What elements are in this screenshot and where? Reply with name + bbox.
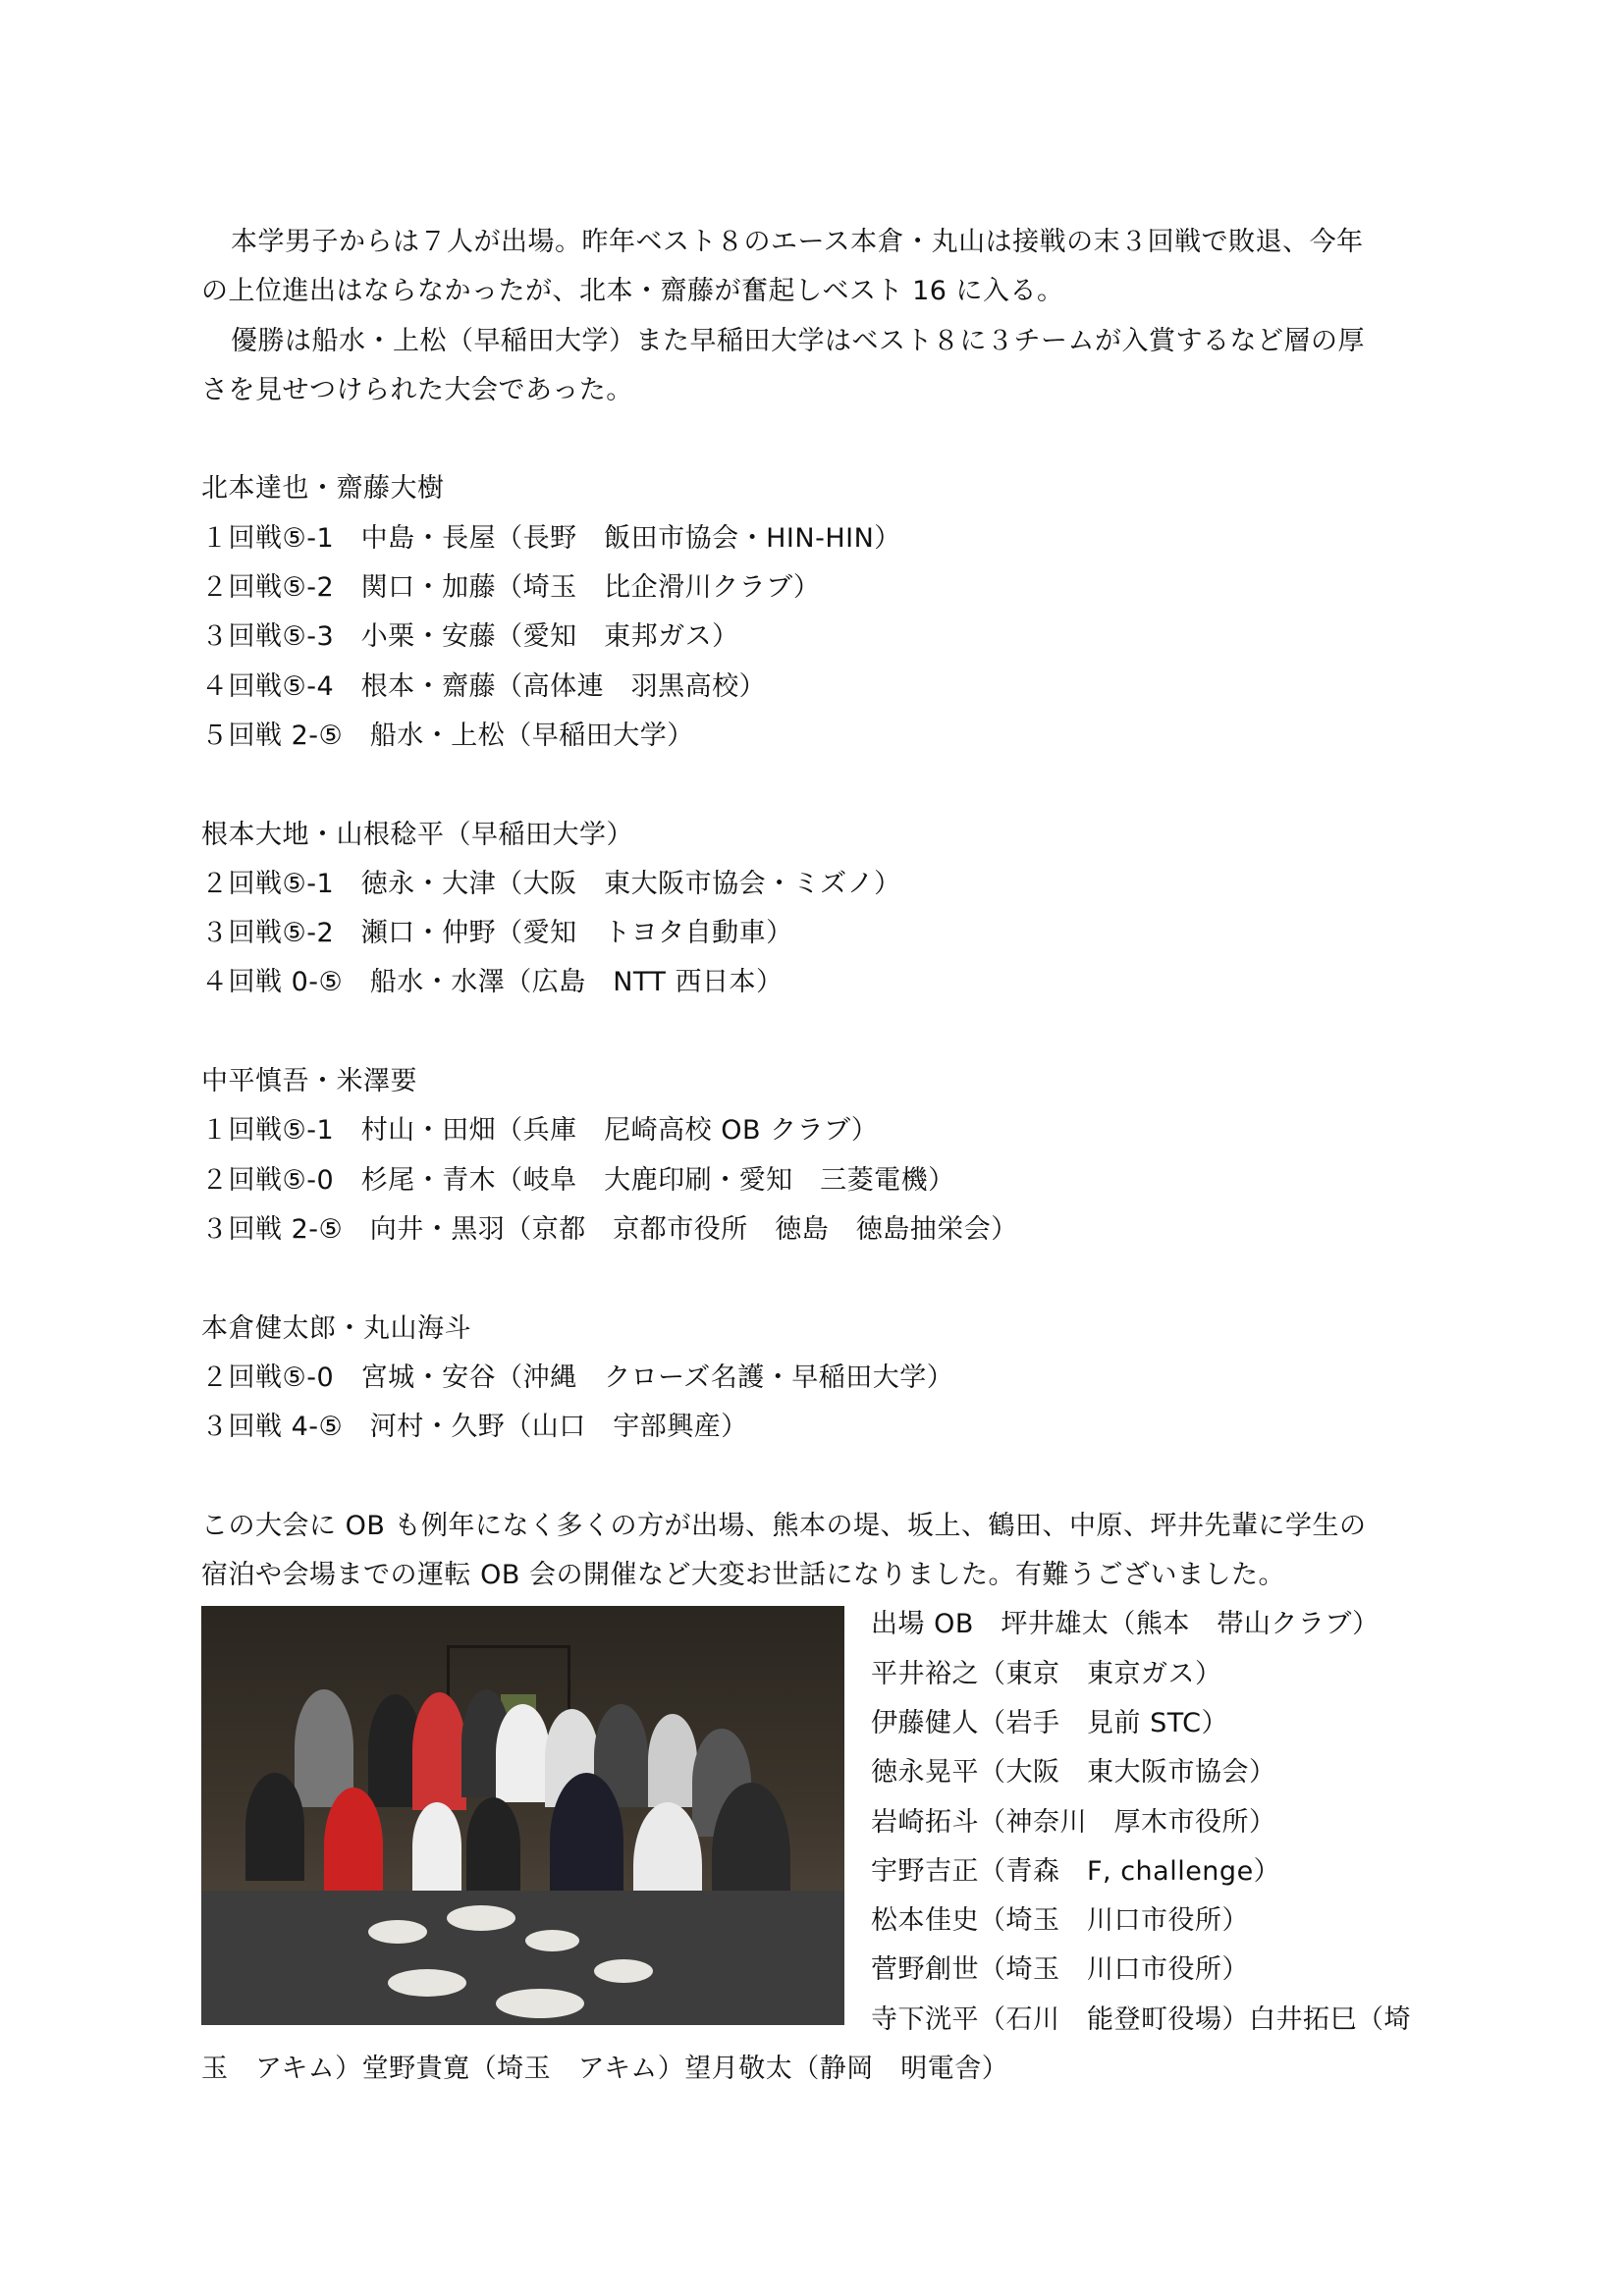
intro-paragraph-line: の上位進出はならなかったが、北本・齋藤が奮起しベスト 16 に入る。	[201, 276, 1064, 307]
match-result: ４回戦⑤-4 根本・齋藤（高体連 羽黒高校）	[201, 670, 767, 702]
ob-list-item: 松本佳史（埼玉 川口市役所）	[871, 1905, 1249, 1937]
ob-list-item: 宇野吉正（青森 F, challenge）	[871, 1855, 1281, 1887]
match-result: ３回戦⑤-3 小栗・安藤（愛知 東邦ガス）	[201, 621, 739, 653]
ob-note-line: この大会に OB も例年になく多くの方が出場、熊本の堤、坂上、鶴田、中原、坪井先輩に学生の	[201, 1510, 1367, 1541]
photo-and-ob-list	[201, 1600, 1443, 2045]
team-name: 本倉健太郎・丸山海斗	[201, 1312, 471, 1344]
match-result: ２回戦⑤-2 関口・加藤（埼玉 比企滑川クラブ）	[201, 572, 821, 604]
match-result: ２回戦⑤-1 徳永・大津（大阪 東大阪市協会・ミズノ）	[201, 868, 901, 899]
match-result: ２回戦⑤-0 杉尾・青木（岐阜 大鹿印刷・愛知 三菱電機）	[201, 1164, 955, 1196]
team-name: 根本大地・山根稔平（早稲田大学）	[201, 819, 633, 850]
ob-list-item: 岩崎拓斗（神奈川 厚木市役所）	[871, 1806, 1276, 1838]
match-result: ４回戦 0-⑤ 船水・水澤（広島 NTT 西日本）	[201, 967, 784, 998]
match-result: １回戦⑤-1 中島・長屋（長野 飯田市協会・HIN-HIN）	[201, 522, 901, 554]
ob-list-item: 徳永晃平（大阪 東大阪市協会）	[871, 1757, 1276, 1789]
ob-list-tail: 玉 アキム）堂野貴寛（埼玉 アキム）望月敬太（静岡 明電舎）	[201, 2053, 1009, 2084]
ob-list-item: 伊藤健人（岩手 見前 STC）	[871, 1707, 1228, 1738]
intro-paragraph-line: 優勝は船水・上松（早稲田大学）また早稲田大学はベスト８に３チームが入賞するなど層の厚	[231, 325, 1365, 356]
ob-list-item: 菅野創世（埼玉 川口市役所）	[871, 1954, 1249, 1986]
ob-list-item: 寺下洸平（石川 能登町役場）白井拓巳（埼	[871, 2003, 1411, 2035]
ob-participant-list	[871, 1600, 1443, 2045]
intro-paragraph-line: 本学男子からは７人が出場。昨年ベスト８のエース本倉・丸山は接戦の末３回戦で敗退、今年	[231, 227, 1364, 257]
team-name: 北本達也・齋藤大樹	[201, 473, 445, 505]
match-result: ３回戦 4-⑤ 河村・久野（山口 宇部興産）	[201, 1412, 748, 1443]
group-photo	[201, 1606, 844, 2025]
match-result: １回戦⑤-1 村山・田畑（兵庫 尼崎高校 OB クラブ）	[201, 1115, 879, 1147]
match-result: ３回戦 2-⑤ 向井・黒羽（京都 京都市役所 徳島 徳島抽栄会）	[201, 1213, 1018, 1245]
ob-list-item: 平井裕之（東京 東京ガス）	[871, 1658, 1222, 1689]
intro-paragraph-line: さを見せつけられた大会であった。	[201, 374, 633, 405]
match-result: ５回戦 2-⑤ 船水・上松（早稲田大学）	[201, 720, 694, 751]
ob-note-line: 宿泊や会場までの運転 OB 会の開催など大変お世話になりました。有難うございました。	[201, 1560, 1285, 1591]
ob-list-item: 出場 OB 坪井雄太（熊本 帯山クラブ）	[871, 1609, 1380, 1640]
match-result: ３回戦⑤-2 瀬口・仲野（愛知 トヨタ自動車）	[201, 918, 793, 949]
team-name: 中平慎吾・米澤要	[201, 1066, 417, 1097]
match-result: ２回戦⑤-0 宮城・安谷（沖縄 クローズ名護・早稲田大学）	[201, 1362, 954, 1393]
document-page	[201, 218, 1443, 2094]
